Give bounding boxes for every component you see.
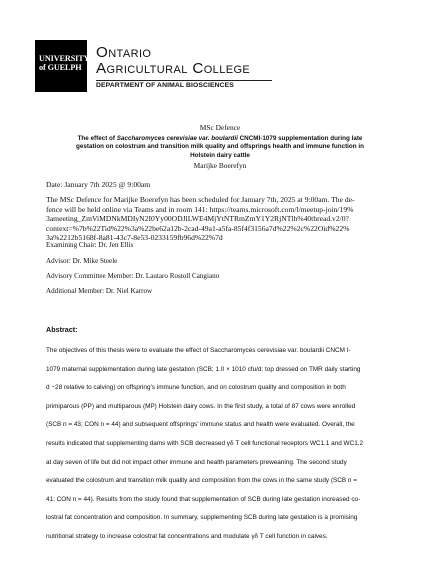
abstract-line: 1079 maternal supplementation during late gestation (SCB; 1.0 × 1010 cfu/d; top dressed on TMR daily starting [46, 365, 361, 373]
announcement-paragraph [46, 195, 400, 243]
title-rest: CNCMI-1079 supplementation during late gestation on colostrum and transition milk quality and offsprings health and immune function in Holstein dairy cattle [76, 135, 364, 159]
abstract-line: The objectives of this thesis were to evaluate the effect of Saccharomyces cerevisiae var. boulardii CNCM I- [46, 347, 351, 354]
college-name [96, 45, 250, 77]
abstract-line: at day seven of life but did not impact other immune and health parameters preweaning. The second study [46, 458, 347, 466]
abstract-line: 41; CON n = 44). Results from the study found that supplementation of SCB during late gestation increased co- [46, 495, 361, 503]
header-divider [96, 80, 272, 81]
additional-member: Additional Member: Dr. Niel Karrow [46, 287, 153, 295]
abstract-line: results indicated that supplementing dams with SCB decreased γδ T cell functional receptors WC1.1 and WC1.2 [46, 439, 364, 447]
abstract-body [46, 342, 396, 547]
title-species: Saccharomyces cerevisiae var. boulardii [116, 135, 238, 142]
defence-date: Date: January 7th 2025 @ 9:00am [46, 180, 151, 189]
abstract-line: nutritional strategy to increase colostral fat concentrations and modulate γδ T cell function in calves. [46, 532, 328, 540]
meeting-link[interactable]: 3ameeting_ZmViMDNkMDIyN2I0Yy00ODJlLWE4MjYtNTRmZmY1Y2RjNTlh%40thread.v2/0? [46, 214, 349, 224]
announcement-line: The MSc Defence for Marijke Boerefyn has been scheduled for January 7th, 2025 at 9:00am. The de- [46, 195, 355, 204]
defence-label: MSc Defence [199, 123, 241, 132]
announcement-line: fence will be held online via Teams and in room 141: https://teams.microsoft.com/l/meetup-join/19% [46, 204, 354, 214]
abstract-line: (SCB n = 43; CON n = 44) and subsequent offsprings’ immune status and health were evaluated. Overall, the [46, 421, 355, 429]
logo-wordmark [39, 54, 90, 72]
author-name: Marijke Boerefyn [193, 161, 247, 170]
title-prefix: The effect of [77, 135, 117, 142]
meeting-link[interactable]: context=%7b%22Tid%22%3a%22be62a12b-2cad-49a1-a5fa-85f4f3156a7d%22%2c%22Oid%22% [46, 223, 350, 233]
university-logo [35, 40, 90, 92]
college-name-line-2: Agricultural College [96, 60, 251, 77]
examining-chair: Examining Chair: Dr. Jen Ellis [46, 241, 134, 249]
abstract-line: lostral fat concentration and composition. In summary, supplementing SCB during late gestation is a promising [46, 514, 358, 522]
thesis-title [64, 135, 376, 160]
department-name: DEPARTMENT OF ANIMAL BIOSCIENCES [96, 82, 234, 89]
abstract-line: d −28 relative to calving) on offspring’s immune function, and on colostrum quality and composition in both [46, 384, 346, 392]
advisory-committee-member: Advisory Committee Member: Dr. Lautaro Rostoll Cangiano [46, 272, 220, 280]
abstract-line: primiparous (PP) and multiparous (MP) Holstein dairy cows. In the first study, a total of 87 cows were enrolled [46, 402, 356, 410]
college-name-line-1: Ontario [96, 44, 152, 61]
abstract-heading: Abstract: [46, 325, 78, 334]
abstract-line: evaluated the colostrum and transition milk quality and composition from the cows in the same study (SCB n = [46, 477, 357, 485]
logo-line-2: of GUELPH [39, 63, 82, 72]
meeting-link[interactable]: 3a%2212b5168f-8a81-43c7-8e53-0233159fb96d%22%7d [46, 233, 223, 243]
logo-line-1: UNIVERSITY [39, 54, 90, 63]
advisor: Advisor: Dr. Mike Steele [46, 257, 118, 265]
